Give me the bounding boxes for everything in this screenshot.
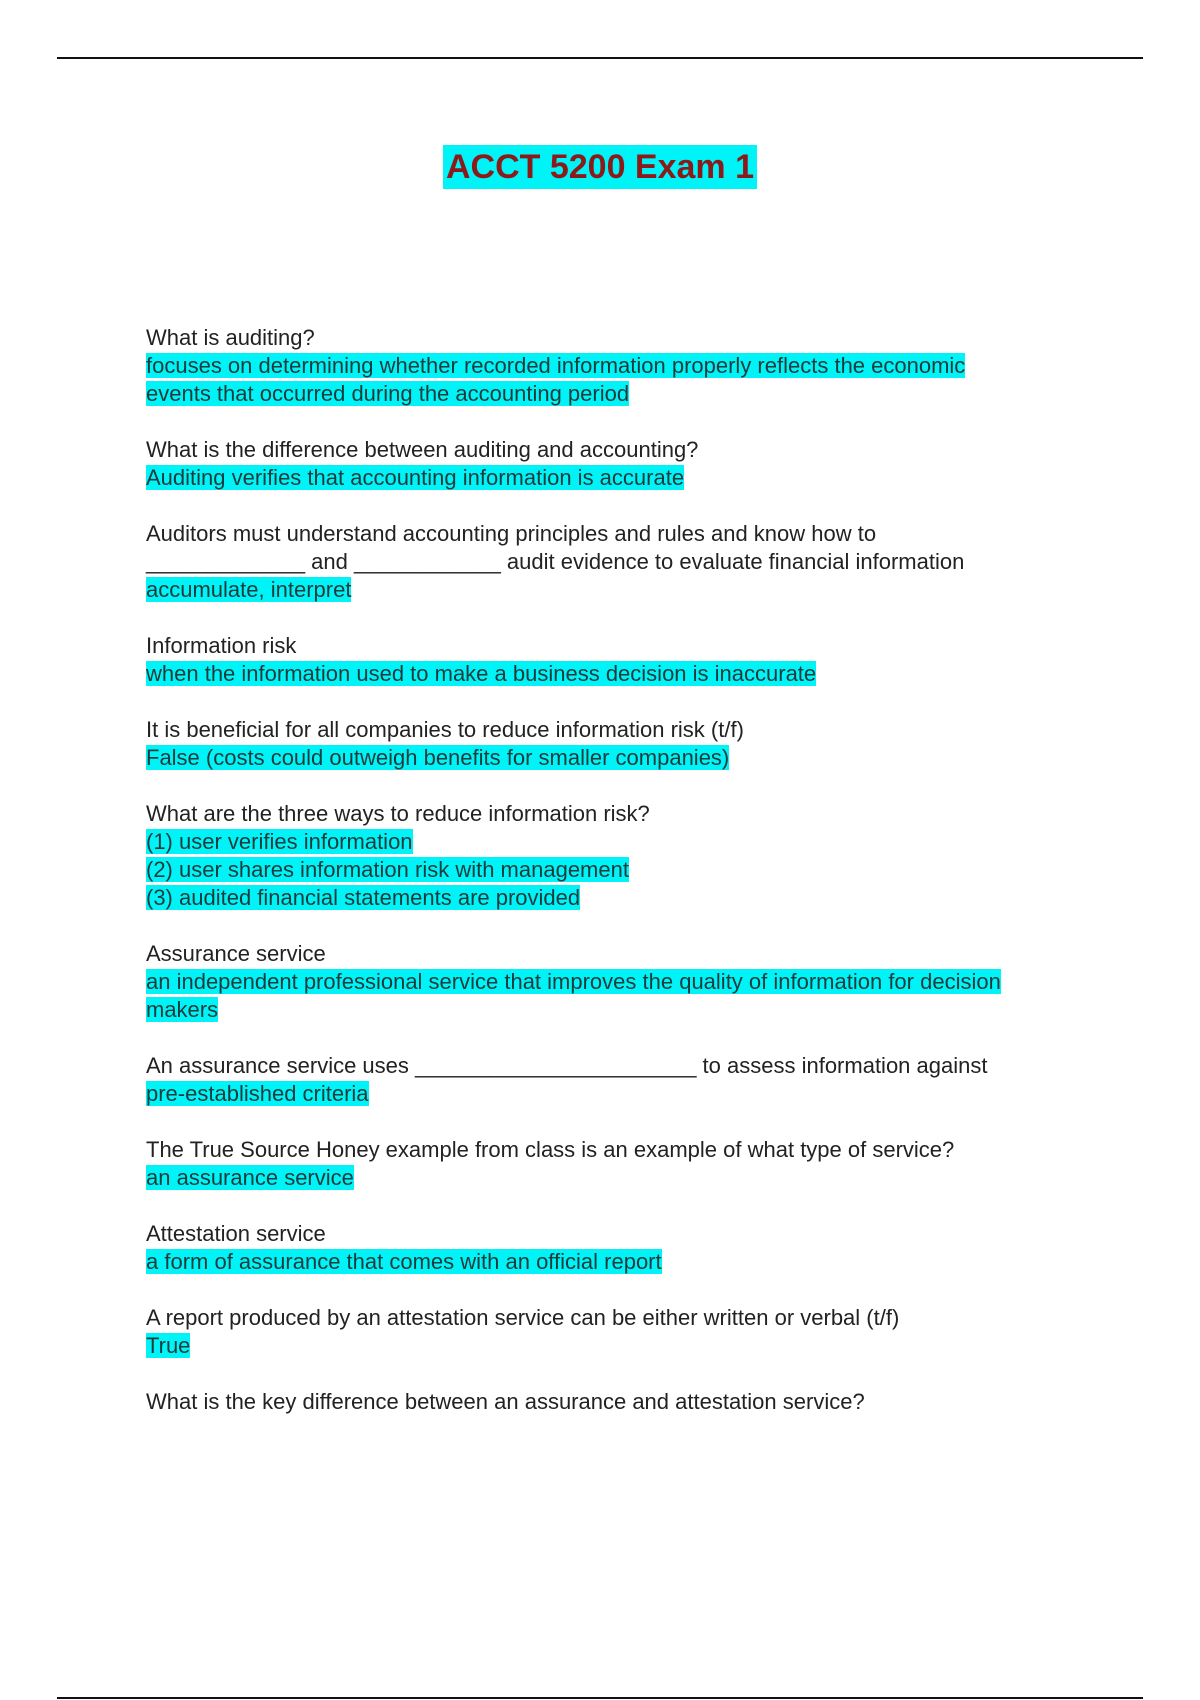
document-body [146,324,1096,1444]
question-fill-in-blank: _____________ and ____________ audit evidence to evaluate financial information [146,549,965,574]
question: What is the key difference between an assurance and attestation service? [146,1389,865,1414]
answer-line [146,744,1096,772]
answer-line [146,352,1096,380]
qa-item-4 [146,632,1096,688]
qa-item-1 [146,324,1096,408]
page-title: ACCT 5200 Exam 1 [443,145,757,189]
qa-item-9 [146,1136,1096,1192]
answer-line [146,1332,1096,1360]
answer-line [146,660,1096,688]
highlighted-answer: accumulate, interpret [146,577,352,602]
qa-item-7 [146,940,1096,1024]
question: It is beneficial for all companies to reduce information risk (t/f) [146,717,744,742]
qa-item-12 [146,1388,1096,1416]
answer-line [146,380,1096,408]
highlighted-answer: pre-established criteria [146,1081,369,1106]
question: Auditors must understand accounting principles and rules and know how to [146,521,877,546]
top-rule [57,57,1143,59]
highlighted-answer: makers [146,997,219,1022]
highlighted-answer: events that occurred during the accounting period [146,381,630,406]
highlighted-answer: a form of assurance that comes with an official report [146,1249,662,1274]
question-fill-in-blank: An assurance service uses _______________________ to assess information against [146,1053,988,1078]
question: Assurance service [146,941,326,966]
qa-item-2 [146,436,1096,492]
highlighted-answer: Auditing verifies that accounting information is accurate [146,465,685,490]
highlighted-answer: (1) user verifies information [146,829,413,854]
answer-line [146,1164,1096,1192]
answer-line [146,576,1096,604]
question: The True Source Honey example from class is an example of what type of service? [146,1137,955,1162]
answer-line [146,1248,1096,1276]
answer-line [146,884,1096,912]
answer-line [146,968,1096,996]
answer-line [146,856,1096,884]
answer-line [146,828,1096,856]
answer-line [146,996,1096,1024]
highlighted-answer: when the information used to make a business decision is inaccurate [146,661,817,686]
highlighted-answer: focuses on determining whether recorded information properly reflects the economic [146,353,966,378]
qa-item-8 [146,1052,1096,1108]
bottom-rule [57,1697,1143,1699]
highlighted-answer: (2) user shares information risk with management [146,857,629,882]
highlighted-answer: an assurance service [146,1165,354,1190]
question: What are the three ways to reduce information risk? [146,801,650,826]
question: Information risk [146,633,297,658]
question: What is auditing? [146,325,315,350]
highlighted-answer: False (costs could outweigh benefits for smaller companies) [146,745,730,770]
answer-line [146,464,1096,492]
question: A report produced by an attestation service can be either written or verbal (t/f) [146,1305,900,1330]
highlighted-answer: (3) audited financial statements are provided [146,885,581,910]
qa-item-6 [146,800,1096,912]
qa-item-3 [146,520,1096,604]
qa-item-10 [146,1220,1096,1276]
qa-item-11 [146,1304,1096,1360]
highlighted-answer: an independent professional service that improves the quality of information for decision [146,969,1001,994]
question: What is the difference between auditing and accounting? [146,437,699,462]
question: Attestation service [146,1221,326,1246]
title-container [0,145,1200,189]
answer-line [146,1080,1096,1108]
highlighted-answer: True [146,1333,191,1358]
qa-item-5 [146,716,1096,772]
